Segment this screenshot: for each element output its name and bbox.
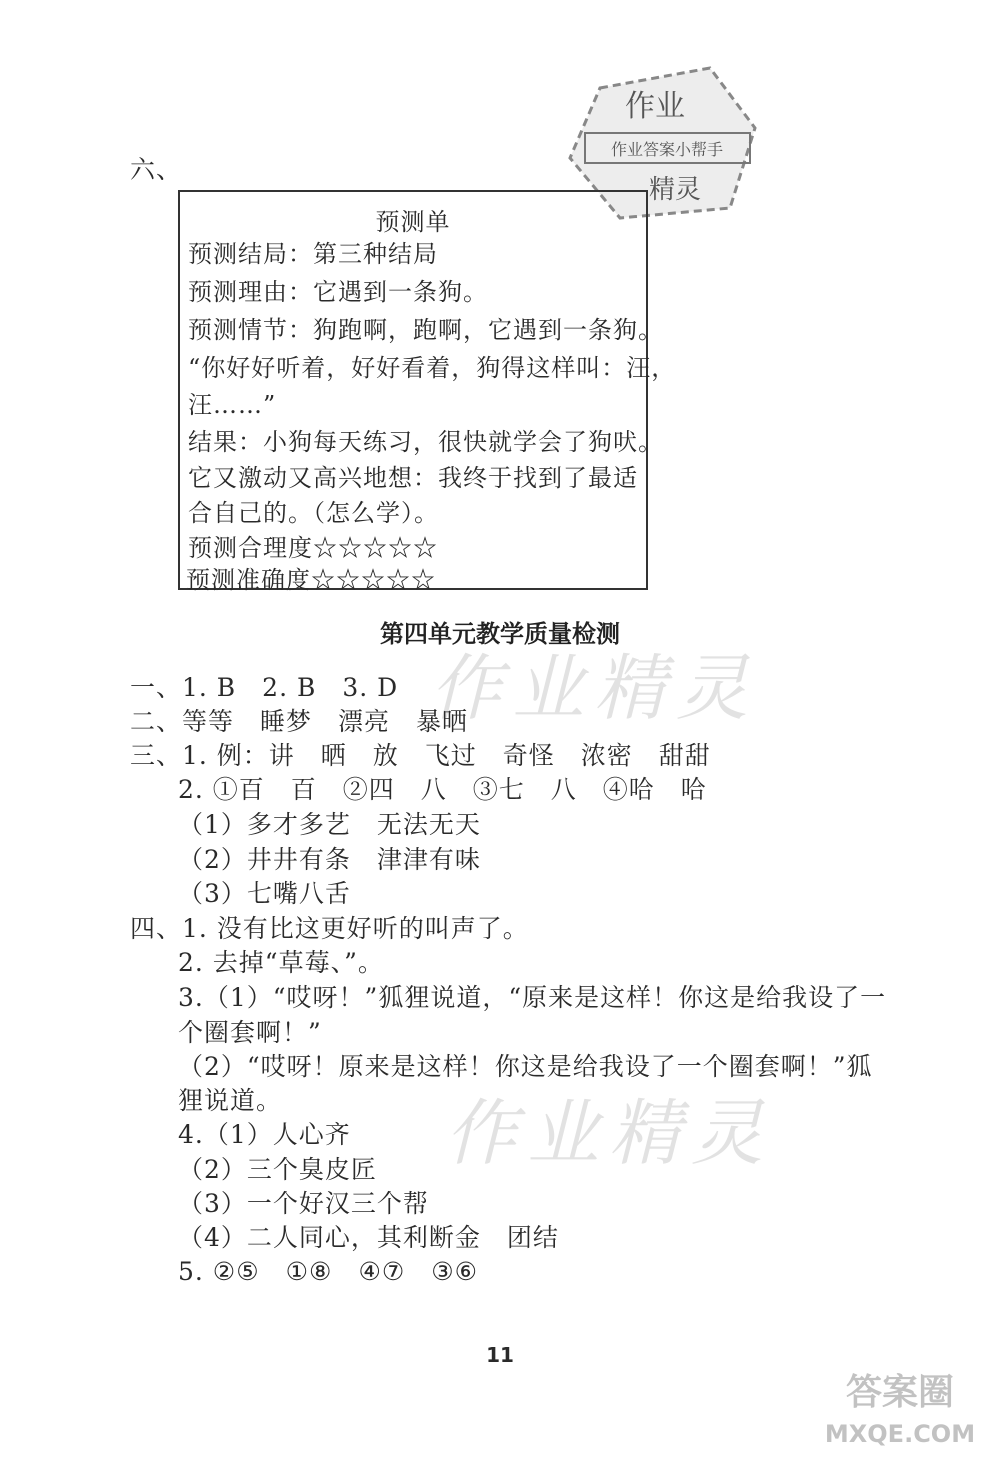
prediction-line: 预测合理度☆☆☆☆☆ (188, 534, 438, 562)
prediction-line: 预测准确度☆☆☆☆☆ (186, 566, 436, 594)
corner-logo-text: 答案圈 (845, 1372, 955, 1413)
answer-line: （1）多才多艺 无法无天 (178, 810, 481, 839)
prediction-line: 它又激动又高兴地想：我终于找到了最适 (188, 464, 638, 492)
prediction-line: 汪……” (188, 391, 277, 419)
prediction-line: “你好好听着，好好看着，狗得这样叫：汪， (188, 354, 677, 382)
answer-line: 3.（1）“哎呀！”狐狸说道，“原来是这样！你这是给我设了一 (178, 983, 887, 1012)
answer-line: 个圈套啊！” (178, 1018, 322, 1047)
stamp-middle-text: 作业答案小帮手 (610, 140, 724, 159)
prediction-line: 结果：小狗每天练习，很快就学会了狗吠。 (188, 428, 663, 456)
prediction-box (178, 190, 677, 590)
answer-line: （4）二人同心，其利断金 团结 (178, 1223, 559, 1252)
answer-line: 5. ②⑤ ①⑧ ④⑦ ③⑥ (178, 1257, 479, 1286)
answer-line: （2）井井有条 津津有味 (178, 845, 481, 874)
answer-line: 二、等等 睡梦 漂亮 暴晒 (130, 707, 469, 736)
watermark-upper: 作业精灵 (430, 646, 759, 730)
answer-line: 4.（1）人心齐 (178, 1120, 351, 1149)
prediction-line: 预测结局：第三种结局 (188, 240, 438, 268)
prediction-line: 预测情节：狗跑啊，跑啊，它遇到一条狗。 (188, 316, 663, 344)
page-number: 11 (486, 1343, 514, 1367)
corner-url-text: MXQE.COM (824, 1420, 976, 1448)
answer-line: 2. 去掉“草莓、”。 (178, 948, 384, 977)
prediction-line: 合自己的。（怎么学）。 (188, 499, 439, 527)
answer-line: 四、1. 没有比这更好听的叫声了。 (130, 914, 529, 943)
stamp-bottom-text: 精灵 (648, 175, 702, 205)
answer-line: （3）七嘴八舌 (178, 879, 351, 908)
answer-line: 2. ①百 百 ②四 八 ③七 八 ④哈 哈 (178, 775, 707, 804)
answer-line: 三、1. 例：讲 晒 放 飞过 奇怪 浓密 甜甜 (130, 741, 711, 770)
answer-line: （2）三个臭皮匠 (178, 1155, 377, 1184)
prediction-line: 预测理由：它遇到一条狗。 (188, 278, 488, 306)
answer-line: 一、1. B 2. B 3. D (130, 673, 399, 702)
answer-line: （3）一个好汉三个帮 (178, 1189, 429, 1218)
answer-line: （2）“哎呀！原来是这样！你这是给我设了一个圈套啊！”狐 (178, 1052, 873, 1081)
watermark-lower: 作业精灵 (445, 1091, 774, 1175)
corner-site-logo (800, 1362, 990, 1452)
stamp-top-text: 作业 (625, 89, 685, 124)
section-six-label: 六、 (130, 155, 183, 184)
section-heading: 第四单元教学质量检测 (380, 620, 620, 648)
answer-line: 狸说道。 (178, 1086, 283, 1115)
prediction-box-title: 预测单 (375, 208, 451, 236)
